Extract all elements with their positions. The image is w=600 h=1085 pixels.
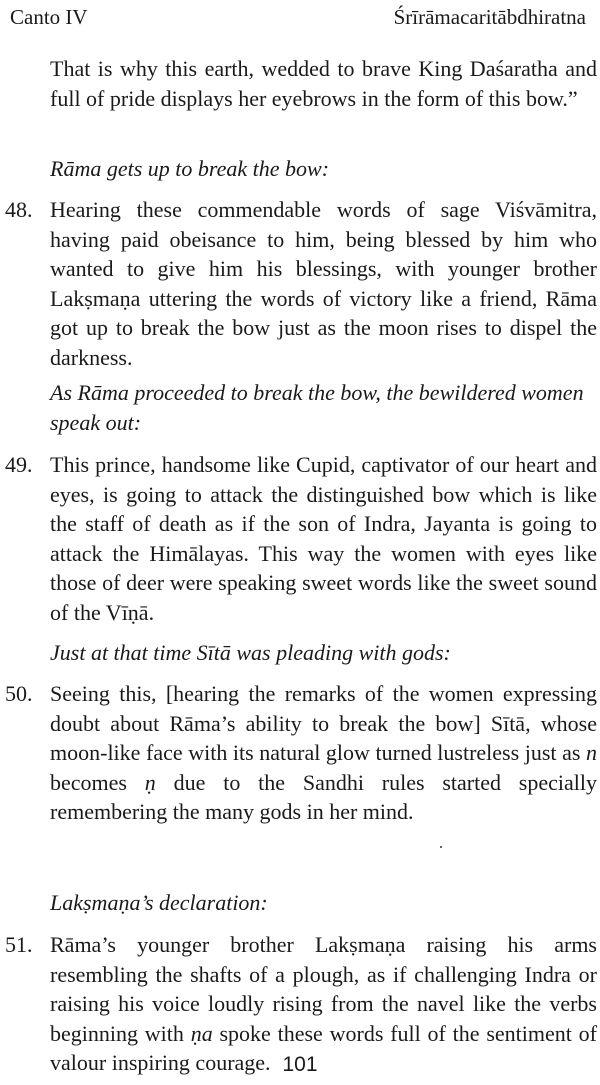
section-heading-50: Just at that time Sītā was pleading with gods:: [50, 640, 451, 665]
verse-text-50-b: becomes: [50, 769, 145, 795]
page-number: 101: [282, 1053, 318, 1076]
canto-label: Canto IV: [10, 5, 88, 29]
section-heading-49: As Rāma proceeded to break the bow, the bewildered women speak out:: [50, 380, 584, 435]
section-heading-48: Rāma gets up to break the bow:: [50, 156, 330, 181]
opening-paragraph: That is why this earth, wedded to brave King Daśaratha and full of pride displays her eyebrows in the form of this bow.”: [50, 56, 597, 111]
verse-number-51: 51.: [5, 932, 33, 957]
verse-text-50-a: Seeing this, [hearing the remarks of the women expressing doubt about Rāma’s ability to break the bow] Sītā, whose moon-like face with its natural glow turned lustreless just as: [50, 681, 597, 766]
verse-49: [5, 450, 597, 628]
verse-text-48: Hearing these commendable words of sage Viśvāmitra, having paid obeisance to him, being blessed by him who wanted to give him his blessings, with younger brother Lakṣmaṇa uttering the words of victory like a friend, Rāma got up to break the bow just as the moon rises to dispel the darkness.: [50, 197, 597, 370]
verse-50: [5, 679, 598, 827]
syllable-na: ṇa: [190, 1020, 213, 1046]
verse-text-50-c: due to the Sandhi rules started specially remembering the many gods in her mind.: [50, 769, 598, 825]
print-speck: [440, 846, 442, 848]
verse-number-49: 49.: [5, 452, 33, 477]
letter-n-retroflex: ṇ: [144, 769, 156, 795]
running-head: [10, 3, 586, 31]
book-title: Śrīrāmacaritābdhiratna: [393, 5, 586, 29]
verse-text-51-a: Rāma’s younger brother Lakṣmaṇa raising his arms resembling the shafts of a plough, as if challenging Indra or raising his voice loudly rising from the navel like the verbs beginning with: [50, 932, 597, 1046]
section-heading-51: Lakṣmaṇa’s declaration:: [50, 890, 268, 915]
verse-text-51-b: spoke these words full of the sentiment of valour inspiring courage.: [50, 1020, 597, 1076]
verse-text-49: This prince, handsome like Cupid, captivator of our heart and eyes, is going to attack the distinguished bow which is like the staff of death as if the son of Indra, Jayanta is going to attack the Himālayas. This way the women with eyes like those of deer were speaking sweet words like the sweet sound of the Vīṇā.: [50, 452, 597, 625]
letter-n: n: [586, 740, 597, 766]
verse-number-48: 48.: [5, 197, 33, 222]
verse-48: [5, 195, 597, 373]
verse-number-50: 50.: [5, 681, 33, 706]
